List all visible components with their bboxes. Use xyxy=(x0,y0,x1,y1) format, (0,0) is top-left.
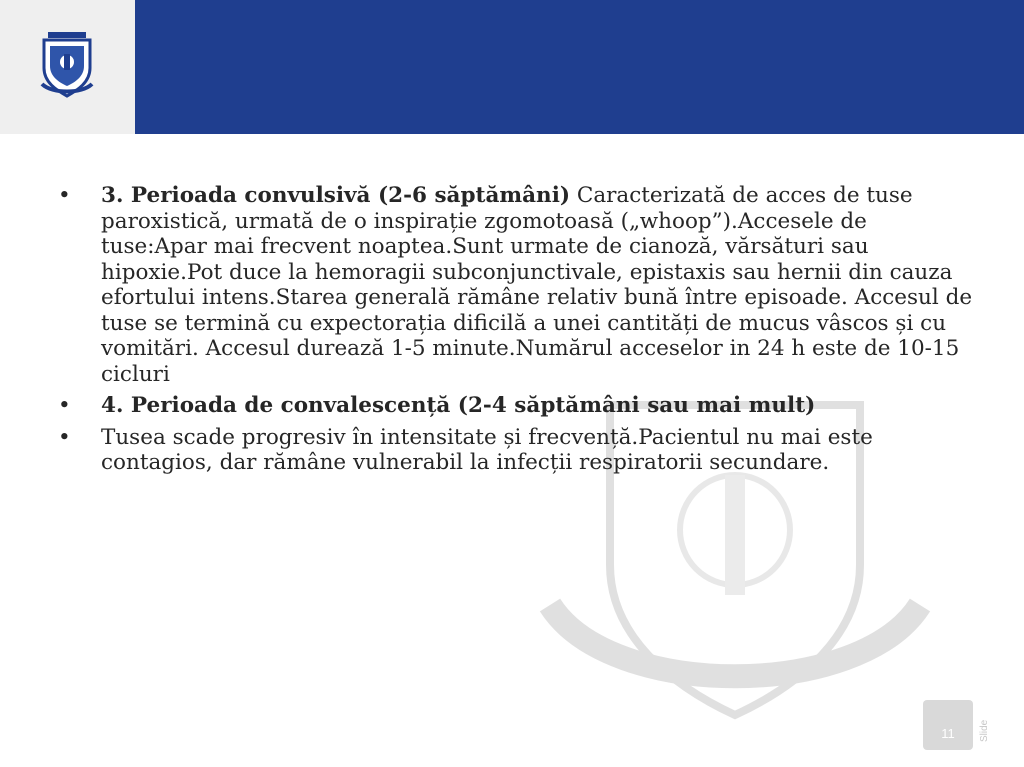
slide-content xyxy=(58,183,978,482)
header-bar xyxy=(135,0,1024,134)
university-crest-icon xyxy=(38,30,96,100)
bullet-heading: 3. Perioada convulsivă (2-6 săptămâni) xyxy=(101,183,571,208)
bullet-item-period-3 xyxy=(58,183,978,387)
bullet-body-text: Tusea scade progresiv în intensitate și frecvență.Pacientul nu mai este contagios, dar rămâne vulnerabil la infecții respiratorii secundare. xyxy=(101,424,873,475)
bullet-body-text: Caracterizată de acces de tuse paroxistică, urmată de o inspirație zgomotoasă („whoop”).Accesele de tuse:Apar mai frecvent noaptea.Sunt urmate de cianoză, vărsături sau hipoxie.Pot duce la hemoragii subconjunctivale, epistaxis sau hernii din cauza efortului intens.Starea generală rămâne relativ bună între episoade. Accesul de tuse se termină cu expectorația dificilă a unei cantități de mucus vâscos și cu vomitări. Accesul durează 1-5 minute.Numărul acceselor in 24 h este de 10-15 cicluri xyxy=(101,183,973,387)
bullet-heading: 4. Perioada de convalescență (2-4 săptămâni sau mai mult) xyxy=(101,393,816,418)
logo-panel xyxy=(0,0,135,134)
bullet-item-period-4 xyxy=(58,393,978,419)
bullet-item-recovery xyxy=(58,425,978,476)
slide-side-label: Slide xyxy=(979,719,990,742)
slide-number-badge: 11 xyxy=(923,700,973,750)
